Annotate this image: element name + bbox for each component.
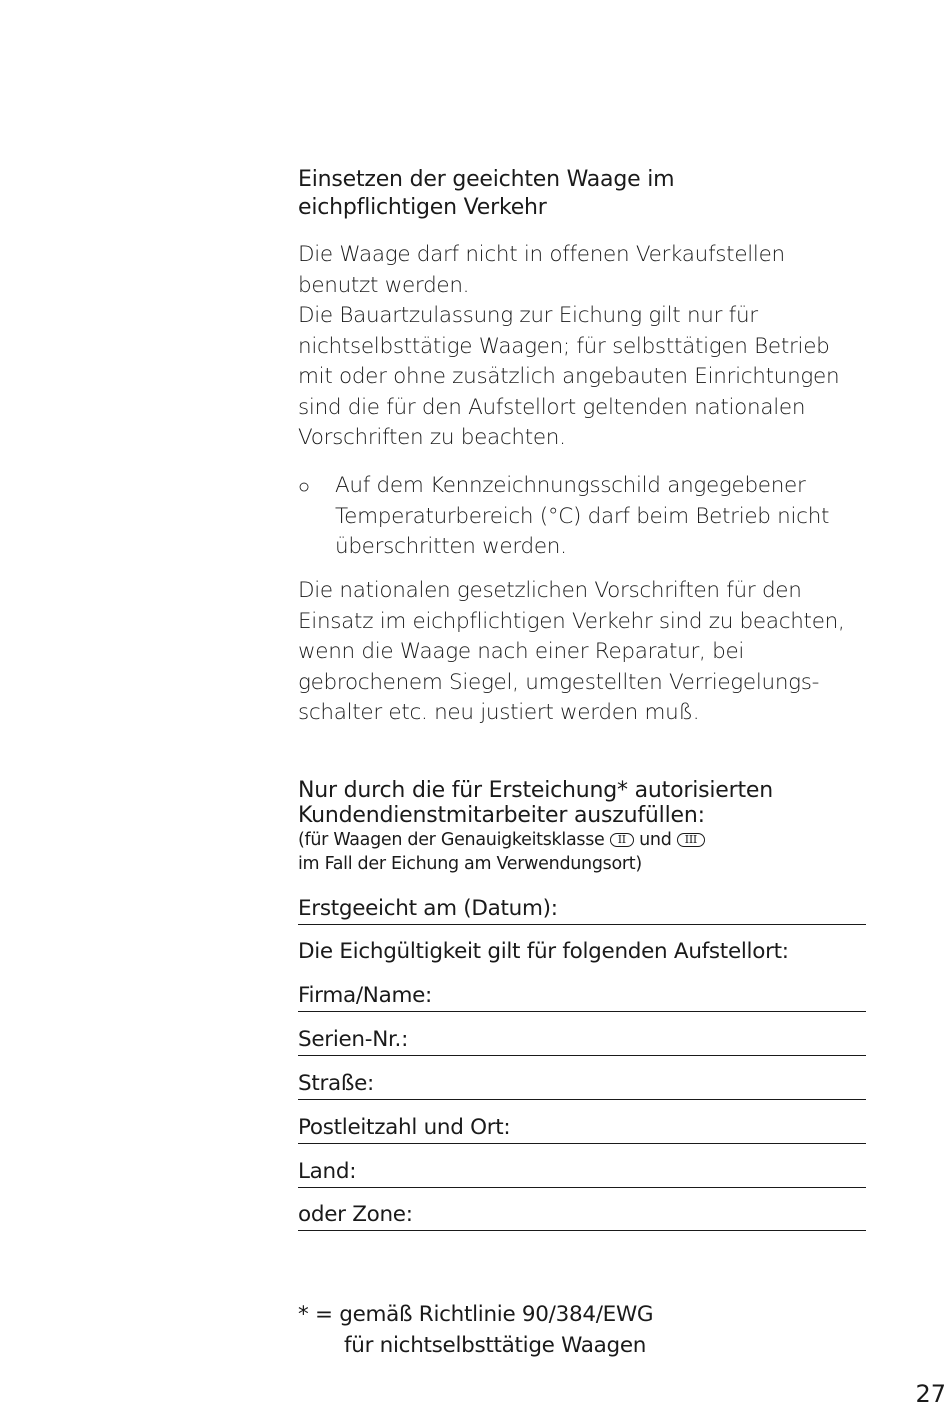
- footnote: [298, 1299, 653, 1361]
- field-label: Straße:: [298, 1071, 375, 1096]
- field-label: Erstgeeicht am (Datum):: [298, 896, 558, 921]
- field-label: Postleitzahl und Ort:: [298, 1115, 511, 1140]
- section-ersteichung: [298, 778, 866, 876]
- field-land[interactable]: [298, 1157, 866, 1188]
- field-strasse[interactable]: [298, 1069, 866, 1100]
- section-heading: Einsetzen der geeichten Waage im eichpflichtigen Verkehr: [298, 167, 675, 220]
- section-subheading: (für Waagen der Genauigkeitsklasse II und III im Fall der Eichung am Verwendungsort): [298, 828, 866, 876]
- circle-bullet-icon: ○: [298, 474, 310, 498]
- paragraph-verkaufstellen: Die Waage darf nicht in offenen Verkaufstellen benutzt werden.: [298, 242, 785, 298]
- field-firma[interactable]: [298, 981, 866, 1012]
- field-label: Serien-Nr.:: [298, 1027, 409, 1052]
- footnote-line-1: * = gemäß Richtlinie 90/384/EWG: [298, 1302, 654, 1327]
- paragraph-vorschriften: Die nationalen gesetzlichen Vorschriften für den Einsatz im eichpflichtigen Verkehr sind zu beachten, wenn die Waage nach einer Reparatur, bei gebrochenem Siegel, umgestellten Verriegelungs-schalter etc. neu justiert werden muß.: [298, 578, 845, 725]
- field-label: oder Zone:: [298, 1202, 413, 1227]
- field-zone[interactable]: [298, 1200, 866, 1231]
- field-erstgeeicht[interactable]: [298, 894, 866, 925]
- accuracy-class-iii-icon: III: [677, 833, 705, 847]
- paragraph-1: [298, 240, 866, 454]
- footnote-line-2: für nichtselbsttätige Waagen: [344, 1333, 647, 1358]
- bullet-text: Auf dem Kennzeichnungsschild angegebener Temperaturbereich (°C) darf beim Betrieb nicht überschritten werden.: [335, 473, 830, 559]
- accuracy-class-ii-icon: II: [610, 833, 634, 847]
- field-label: Die Eichgültigkeit gilt für folgenden Aufstellort:: [298, 939, 789, 964]
- bullet-temperature: [298, 471, 866, 563]
- section-eichung: [298, 166, 866, 222]
- page-number: 27: [915, 1380, 946, 1408]
- field-serien-nr[interactable]: [298, 1025, 866, 1056]
- label-eichgueltigkeit: [298, 937, 866, 967]
- field-label: Land:: [298, 1159, 357, 1184]
- paragraph-bauartzulassung: Die Bauartzulassung zur Eichung gilt nur für nichtselbsttätige Waagen; für selbsttätigen Betrieb mit oder ohne zusätzlich angebauten Einrichtungen sind die für den Aufstellort geltenden nationalen Vorschriften zu beachten.: [298, 303, 840, 450]
- field-label: Firma/Name:: [298, 983, 432, 1008]
- section-heading-2: Nur durch die für Ersteichung* autorisierten Kundendienstmitarbeiter auszufüllen:: [298, 778, 773, 828]
- field-plz-ort[interactable]: [298, 1113, 866, 1144]
- paragraph-3: [298, 576, 866, 729]
